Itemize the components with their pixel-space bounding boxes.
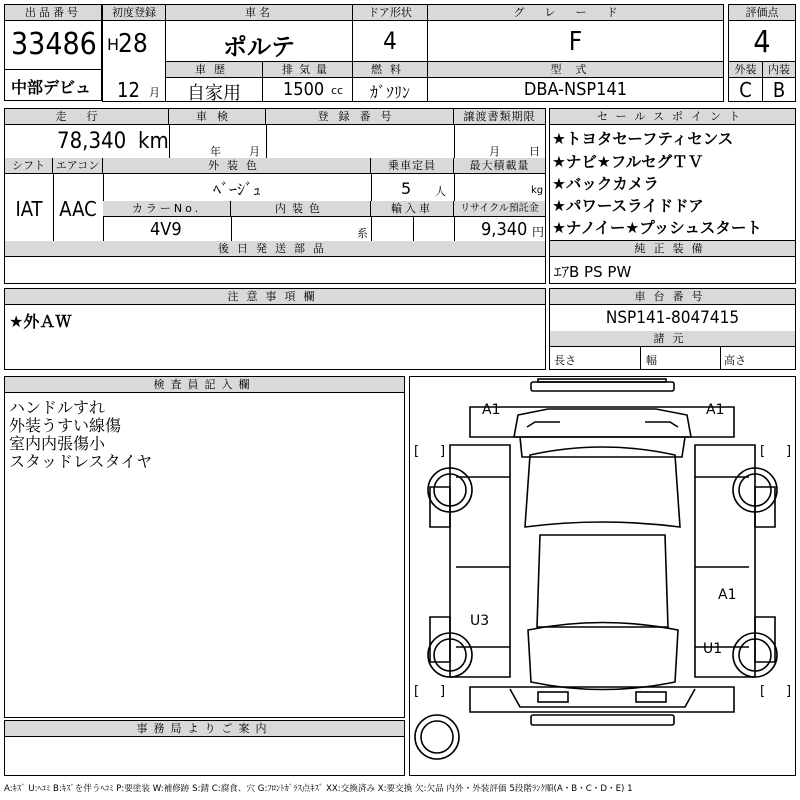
inspector-line-2: 外装うすい線傷: [9, 416, 122, 435]
int-grade-label: 内装: [763, 62, 795, 78]
mark-left-rear: U3: [470, 613, 490, 629]
load-label: 最大積載量: [454, 158, 545, 174]
recycle-label: リサイクル預託金: [454, 201, 545, 217]
car-diagram: [409, 376, 796, 776]
door-label: ドア形状: [353, 5, 427, 21]
era: H: [107, 35, 120, 54]
mileage-label: 走行: [5, 109, 169, 125]
doors: 4: [383, 27, 397, 55]
mark-front-left: A1: [482, 402, 501, 418]
transfer-label: 譲渡書類期限: [454, 109, 545, 125]
inspection-label: 車検: [169, 109, 266, 125]
score-box: [728, 4, 796, 62]
history: 自家用: [187, 83, 241, 104]
inspector-line-1: ハンドルすれ: [9, 398, 106, 417]
car-diagram-svg: [410, 377, 795, 775]
displacement-label: 排気量: [263, 62, 352, 78]
capacity-unit: 人: [435, 185, 446, 198]
lot-box: [4, 4, 102, 101]
color-no: 4V9: [150, 219, 182, 240]
width-label: 幅: [646, 354, 657, 367]
inspection-year-unit: 年: [210, 145, 221, 158]
mark-right-rear: U1: [703, 641, 723, 657]
car-name-box: [165, 4, 353, 62]
chassis-label: 車台番号: [550, 289, 795, 305]
sales-point-5: ★ナノイー★プッシュスタート: [552, 219, 762, 237]
ac: AAC: [59, 197, 97, 221]
sales-point-4: ★パワースライドドア: [552, 197, 704, 215]
import-label: 輸入車: [371, 201, 454, 217]
score-label: 評価点: [729, 5, 795, 21]
equipment: ｴｱB PS PW: [554, 263, 632, 281]
sales-points-label: セールスポイント: [550, 109, 795, 125]
bracket-tl-open: [: [414, 444, 420, 459]
month-box: [102, 62, 166, 102]
bracket-bl-open: [: [414, 684, 420, 699]
lot-number: 33486: [11, 27, 97, 62]
sales-point-3: ★バックカメラ: [552, 175, 659, 193]
reg-year: 28: [118, 29, 148, 59]
length-label: 長さ: [554, 354, 576, 367]
transfer-month-unit: 月: [489, 145, 500, 158]
ext-grade: C: [739, 78, 752, 102]
ac-label: エアコン: [53, 158, 103, 174]
bracket-br-close: ]: [786, 684, 792, 699]
inspector-label: 検査員記入欄: [5, 377, 404, 393]
bracket-tr-open: [: [760, 444, 766, 459]
equipment-label: 純正装備: [550, 241, 795, 257]
model-label: 型式: [428, 62, 723, 78]
history-label: 車歴: [166, 62, 262, 78]
registration-label: 初度登録: [103, 5, 165, 21]
bracket-tr-close: ]: [786, 444, 792, 459]
transfer-day-unit: 日: [529, 145, 540, 158]
fuel-label: 燃料: [353, 62, 427, 78]
color-no-label: カラーNo.: [103, 201, 231, 217]
grade: F: [568, 27, 583, 57]
mark-right-rear-door: A1: [718, 587, 737, 603]
yen-unit: 円: [532, 225, 545, 239]
shift: IAT: [15, 197, 43, 221]
int-grade: B: [772, 78, 786, 102]
sales-point-2: ★ナビ★フルセグＴＶ: [552, 153, 704, 171]
mark-front-right: A1: [706, 402, 725, 418]
grade-box: [427, 4, 724, 62]
chassis-number: NSP141-8047415: [605, 308, 740, 328]
equipment-box: [549, 240, 796, 284]
later-parts-label: 後日発送部品: [5, 241, 545, 257]
ext-grade-box: [728, 61, 763, 102]
load-unit: kg: [531, 185, 544, 196]
mileage: 78,340: [57, 129, 127, 154]
score: 4: [753, 25, 771, 60]
color-label: 外装色: [103, 158, 371, 174]
bracket-bl-close: ]: [440, 684, 446, 699]
int-grade-box: [762, 61, 796, 102]
mileage-unit: km: [138, 129, 169, 154]
plate-label: 登録番号: [266, 109, 454, 125]
dimensions-label: 諸元: [550, 331, 795, 347]
door-box: [352, 4, 428, 62]
sales-points-box: [549, 108, 796, 241]
inspector-line-4: スタッドレスタイヤ: [9, 452, 153, 471]
capacity-label: 乗車定員: [371, 158, 454, 174]
inspector-line-3: 室内内張傷小: [9, 434, 106, 453]
sales-point-1: ★トヨタセーフティセンス: [552, 130, 734, 148]
ext-grade-label: 外装: [729, 62, 762, 78]
month-unit: 月: [149, 86, 160, 99]
shift-label: シフト: [5, 158, 53, 174]
cc-unit: cc: [331, 84, 344, 97]
notes-label: 注意事項欄: [5, 289, 545, 305]
car-name-label: 車名: [166, 5, 352, 21]
interior-unit: 系: [357, 227, 368, 240]
displacement-box: [262, 61, 353, 102]
notes: ★外ＡＷ: [9, 312, 72, 331]
legend: A:ｷｽﾞ U:ﾍｺﾐ B:ｷｽﾞを伴うﾍｺﾐ P:要塗装 W:補修跡 S:錆 C:腐食、穴 G:ﾌﾛﾝﾄｶﾞﾗｽ点ｷｽﾞ XX:交換済み X:要交換 欠:欠品 内外・外装評価 5段階ﾗﾝｸ順(A・B・C・D・E) 1: [4, 784, 633, 794]
bracket-br-open: [: [760, 684, 766, 699]
height-label: 高さ: [724, 354, 746, 367]
displacement: 1500: [283, 79, 325, 100]
history-box: [165, 61, 263, 102]
inspection-month-unit: 月: [249, 145, 260, 158]
model: DBA-NSP141: [523, 79, 628, 100]
fuel-box: [352, 61, 428, 102]
interior-color-label: 内装色: [231, 201, 371, 217]
reg-month: 12: [117, 78, 140, 102]
grade-label: グレード: [428, 5, 723, 21]
fuel: ｶﾞｿﾘﾝ: [369, 83, 410, 102]
capacity: 5: [401, 179, 412, 198]
office-box: [4, 720, 405, 776]
venue: 中部デビュ: [11, 78, 92, 97]
color: ﾍﾞｰｼﾞｭ: [212, 180, 261, 199]
inspector-box: [4, 376, 405, 718]
notes-box: [4, 288, 546, 370]
office-label: 事務局よりご案内: [5, 721, 404, 737]
recycle-fee: 9,340: [481, 219, 528, 240]
car-name: ポルテ: [223, 33, 295, 61]
model-box: [427, 61, 724, 102]
lot-label: 出品番号: [5, 5, 101, 21]
vehicle-detail-box: [4, 108, 546, 284]
bracket-tl-close: ]: [440, 444, 446, 459]
chassis-box: [549, 288, 796, 370]
